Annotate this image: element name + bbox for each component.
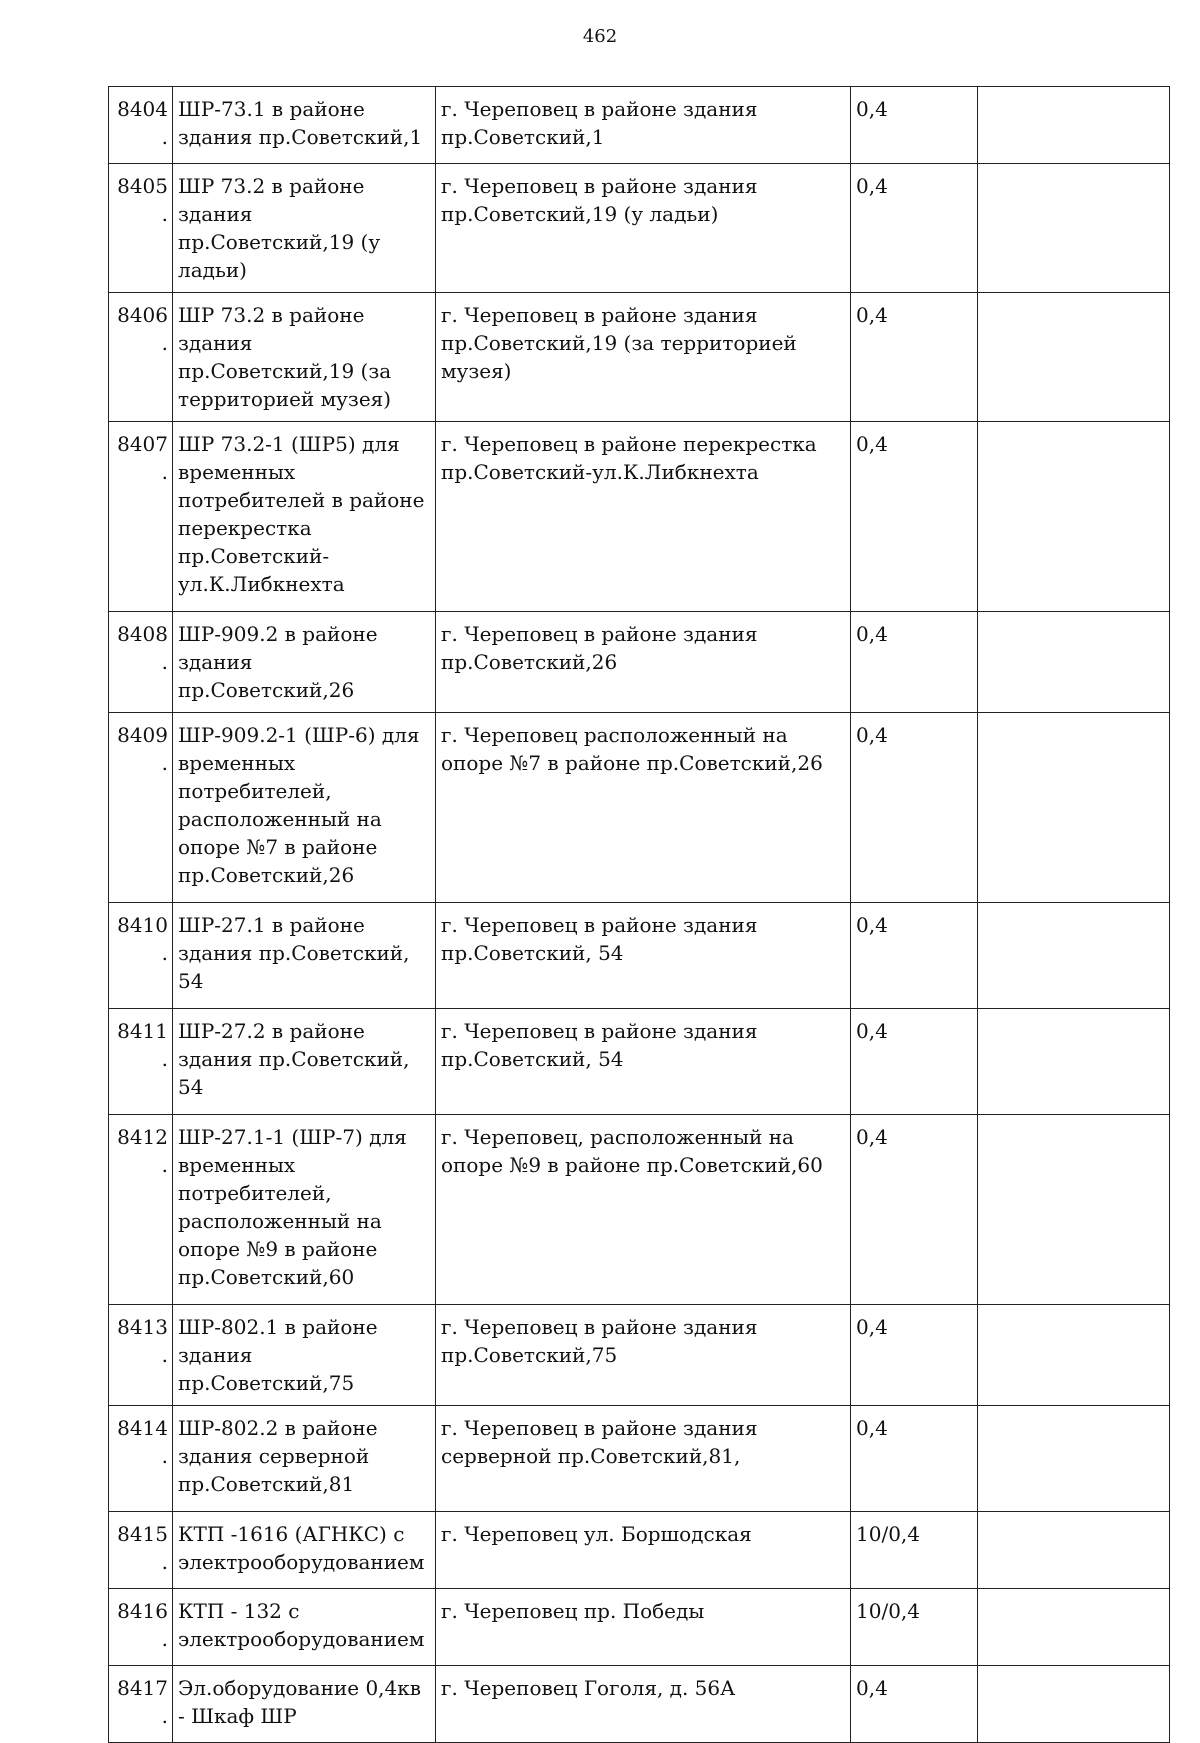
extra-cell xyxy=(978,612,1170,713)
extra-cell xyxy=(978,293,1170,422)
table-row xyxy=(109,1115,1170,1305)
object-address: г. Череповец в районе перекрестка пр.Советский-ул.К.Либкнехта xyxy=(436,422,851,612)
object-address: г. Череповец в районе здания пр.Советский, 54 xyxy=(436,1009,851,1115)
object-name: ШР 73.2 в районе здания пр.Советский,19 (за территорией музея) xyxy=(173,293,436,422)
row-number: 8414. xyxy=(109,1406,173,1512)
object-address: г. Череповец в районе здания пр.Советский,1 xyxy=(436,87,851,164)
table-row xyxy=(109,1589,1170,1666)
row-number: 8417. xyxy=(109,1666,173,1743)
voltage-value: 0,4 xyxy=(851,293,978,422)
voltage-value: 10/0,4 xyxy=(851,1589,978,1666)
extra-cell xyxy=(978,1115,1170,1305)
voltage-value: 0,4 xyxy=(851,1406,978,1512)
table-row xyxy=(109,612,1170,713)
voltage-value: 0,4 xyxy=(851,164,978,293)
object-name: ШР 73.2-1 (ШР5) для временных потребителей в районе перекрестка пр.Советский-ул.К.Либкнехта xyxy=(173,422,436,612)
object-address: г. Череповец в районе здания серверной пр.Советский,81, xyxy=(436,1406,851,1512)
table-row xyxy=(109,1512,1170,1589)
row-number: 8406. xyxy=(109,293,173,422)
table-row xyxy=(109,1666,1170,1743)
voltage-value: 0,4 xyxy=(851,1009,978,1115)
voltage-value: 0,4 xyxy=(851,1115,978,1305)
object-name: КТП - 132 с электрооборудованием xyxy=(173,1589,436,1666)
object-name: ШР-27.1-1 (ШР-7) для временных потребителей, расположенный на опоре №9 в районе пр.Советский,60 xyxy=(173,1115,436,1305)
row-number: 8407. xyxy=(109,422,173,612)
row-number: 8416. xyxy=(109,1589,173,1666)
object-name: ШР-802.1 в районе здания пр.Советский,75 xyxy=(173,1305,436,1406)
extra-cell xyxy=(978,87,1170,164)
extra-cell xyxy=(978,164,1170,293)
object-address: г. Череповец, расположенный на опоре №9 в районе пр.Советский,60 xyxy=(436,1115,851,1305)
object-address: г. Череповец в районе здания пр.Советский,75 xyxy=(436,1305,851,1406)
extra-cell xyxy=(978,1589,1170,1666)
voltage-value: 10/0,4 xyxy=(851,1512,978,1589)
voltage-value: 0,4 xyxy=(851,1666,978,1743)
object-name: ШР-27.1 в районе здания пр.Советский, 54 xyxy=(173,903,436,1009)
voltage-value: 0,4 xyxy=(851,713,978,903)
object-address: г. Череповец Гоголя, д. 56А xyxy=(436,1666,851,1743)
object-name: ШР-909.2-1 (ШР-6) для временных потребителей, расположенный на опоре №7 в районе пр.Советский,26 xyxy=(173,713,436,903)
voltage-value: 0,4 xyxy=(851,1305,978,1406)
table-row xyxy=(109,1009,1170,1115)
object-address: г. Череповец ул. Боршодская xyxy=(436,1512,851,1589)
row-number: 8411. xyxy=(109,1009,173,1115)
extra-cell xyxy=(978,1305,1170,1406)
object-name: ШР-73.1 в районе здания пр.Советский,1 xyxy=(173,87,436,164)
extra-cell xyxy=(978,1666,1170,1743)
row-number: 8405. xyxy=(109,164,173,293)
voltage-value: 0,4 xyxy=(851,422,978,612)
object-name: ШР-27.2 в районе здания пр.Советский, 54 xyxy=(173,1009,436,1115)
voltage-value: 0,4 xyxy=(851,87,978,164)
object-address: г. Череповец в районе здания пр.Советский,19 (за территорией музея) xyxy=(436,293,851,422)
object-name: ШР-909.2 в районе здания пр.Советский,26 xyxy=(173,612,436,713)
extra-cell xyxy=(978,713,1170,903)
object-address: г. Череповец пр. Победы xyxy=(436,1589,851,1666)
object-address: г. Череповец в районе здания пр.Советский,26 xyxy=(436,612,851,713)
table-row xyxy=(109,713,1170,903)
extra-cell xyxy=(978,1512,1170,1589)
table-row xyxy=(109,293,1170,422)
table-row xyxy=(109,903,1170,1009)
extra-cell xyxy=(978,1406,1170,1512)
table-row xyxy=(109,1406,1170,1512)
object-address: г. Череповец в районе здания пр.Советский,19 (у ладьи) xyxy=(436,164,851,293)
extra-cell xyxy=(978,903,1170,1009)
page-number: 462 xyxy=(582,26,618,47)
object-address: г. Череповец в районе здания пр.Советский, 54 xyxy=(436,903,851,1009)
extra-cell xyxy=(978,1009,1170,1115)
object-name: ШР 73.2 в районе здания пр.Советский,19 (у ладьи) xyxy=(173,164,436,293)
row-number: 8409. xyxy=(109,713,173,903)
row-number: 8404. xyxy=(109,87,173,164)
object-name: КТП -1616 (АГНКС) с электрооборудованием xyxy=(173,1512,436,1589)
table-row xyxy=(109,422,1170,612)
registry-table xyxy=(108,86,1170,1743)
object-address: г. Череповец расположенный на опоре №7 в районе пр.Советский,26 xyxy=(436,713,851,903)
row-number: 8410. xyxy=(109,903,173,1009)
extra-cell xyxy=(978,422,1170,612)
table-row xyxy=(109,164,1170,293)
voltage-value: 0,4 xyxy=(851,903,978,1009)
row-number: 8412. xyxy=(109,1115,173,1305)
row-number: 8408. xyxy=(109,612,173,713)
row-number: 8413. xyxy=(109,1305,173,1406)
row-number: 8415. xyxy=(109,1512,173,1589)
object-name: ШР-802.2 в районе здания серверной пр.Советский,81 xyxy=(173,1406,436,1512)
voltage-value: 0,4 xyxy=(851,612,978,713)
table-row xyxy=(109,1305,1170,1406)
object-name: Эл.оборудование 0,4кв - Шкаф ШР xyxy=(173,1666,436,1743)
table-row xyxy=(109,87,1170,164)
